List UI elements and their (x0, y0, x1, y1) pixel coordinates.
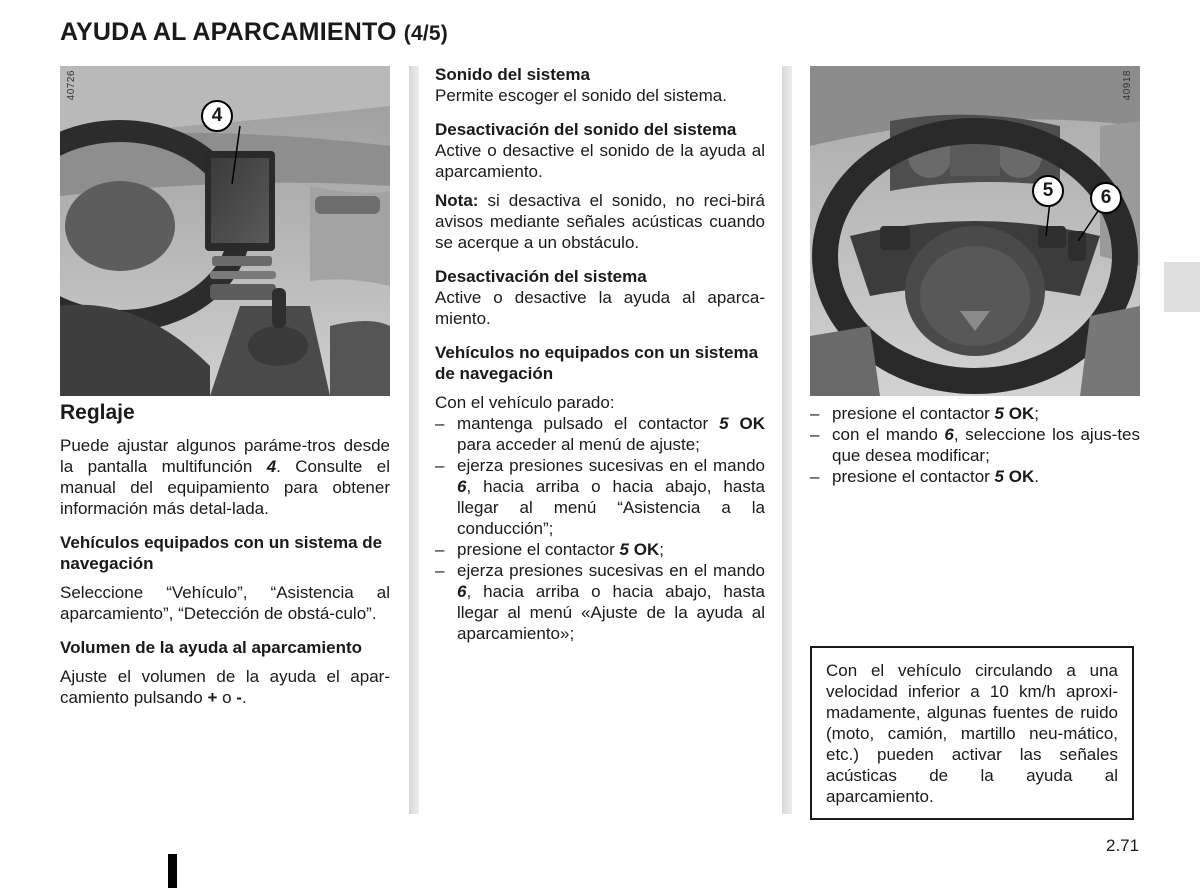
sound-heading: Sonido del sistema (435, 65, 590, 84)
chapter-tab (1164, 262, 1200, 312)
list-item-text (457, 413, 765, 455)
ref-6: 6 (457, 477, 467, 496)
nav-text: Seleccione “Vehículo”, “Asistencia al aparcamiento”, “Detección de obstá-culo”. (60, 583, 390, 623)
nav-heading: Vehículos equipados con un sistema de navegación (60, 533, 383, 573)
step-text: ejerza presiones sucesivas en el mando (457, 456, 765, 475)
page-title-part: (4/5) (403, 22, 448, 45)
deactivate-system-heading: Desactivación del sistema (435, 267, 647, 286)
nota-paragraph (435, 190, 765, 253)
list-item-text (457, 455, 765, 539)
plus-symbol: + (207, 688, 218, 707)
list-item-text (457, 560, 765, 644)
deactivate-sound-text: Active o desactive el sonido de la ayuda al aparcamiento. (435, 141, 765, 181)
list-item-text (457, 539, 765, 560)
steering-wheel-illustration (810, 66, 1140, 396)
list-item (810, 403, 1140, 424)
speed-note-text: Con el vehículo circulando a una velocidad inferior a 10 km/h aproxi-madamente, algunas fuentes de ruido (moto, camión, martillo neu-mático, etc.) pueden activar las señales acústicas de la ayuda al aparcamiento. (826, 661, 1118, 806)
reglaje-intro-text: Puede ajustar algunos paráme-tros desde la pantalla multifunción (60, 436, 390, 476)
volume-text (60, 666, 390, 708)
volume-heading: Volumen de la ayuda al aparcamiento (60, 638, 363, 657)
list-item-text (832, 403, 1140, 424)
step-text: con el mando (832, 425, 945, 444)
step-text-end: , seleccione los ajus-tes que desea modificar; (832, 425, 1140, 465)
dash-bullet: – (435, 561, 445, 580)
step-text: mantenga pulsado el contactor (457, 414, 720, 433)
list-item (435, 413, 765, 455)
volume-text-a: Ajuste el volumen de la ayuda el apar-camiento pulsando (60, 667, 390, 707)
dash-bullet: – (435, 456, 445, 475)
dash-bullet: – (435, 540, 445, 559)
list-item-text (832, 424, 1140, 466)
step-text-end: ; (659, 540, 664, 559)
step-text-end: , hacia arriba o hacia abajo, hasta llegar al menú «Ajuste de la ayuda al aparcamiento»; (457, 582, 765, 643)
column-3 (810, 403, 1140, 487)
list-item (810, 424, 1140, 466)
dash-bullet: – (435, 414, 445, 433)
column-divider-2 (782, 66, 792, 814)
step-text-end: . (1034, 467, 1039, 486)
steering-wheel-figure (810, 66, 1140, 396)
nota-text: si desactiva el sonido, no reci-birá avisos mediante señales acústicas cuando se acerque a un obstáculo. (435, 191, 765, 252)
no-nav-intro: Con el vehículo parado: (435, 393, 615, 412)
step-text: presione el contactor (832, 404, 995, 423)
minus-symbol: - (236, 688, 242, 707)
step-text: presione el contactor (457, 540, 620, 559)
step-text: presione el contactor (832, 467, 995, 486)
callout-5: 5 (1032, 175, 1064, 207)
reglaje-intro (60, 435, 390, 519)
page-title (60, 18, 448, 47)
list-item (435, 539, 765, 560)
page-title-main: AYUDA AL APARCAMIENTO (60, 18, 397, 46)
ref-6: 6 (457, 582, 467, 601)
page-number: 2.71 (1106, 836, 1140, 855)
ref-4: 4 (266, 457, 277, 476)
ok-label: OK (1004, 404, 1035, 423)
ref-5: 5 (994, 404, 1005, 423)
ok-label: OK (629, 540, 660, 559)
step-text-end: , hacia arriba o hacia abajo, hasta llegar al menú “Asistencia a la conducción”; (457, 477, 765, 538)
speed-note-box (810, 646, 1134, 820)
figure-code-left: 40726 (66, 70, 77, 101)
ok-label: OK (1004, 467, 1035, 486)
ref-6: 6 (944, 425, 954, 444)
ok-label: OK (728, 414, 765, 433)
dash-bullet: – (810, 404, 820, 423)
crop-marker (168, 854, 177, 888)
volume-text-b: o (217, 688, 237, 707)
list-item-text (832, 466, 1140, 487)
ref-5: 5 (719, 414, 729, 433)
column-2 (435, 64, 765, 644)
callout-4: 4 (201, 100, 233, 132)
step-text: ejerza presiones sucesivas en el mando (457, 561, 765, 580)
list-item (810, 466, 1140, 487)
step-text-end: ; (1034, 404, 1039, 423)
dash-bullet: – (810, 467, 820, 486)
no-nav-heading: Vehículos no equipados con un sistema de navegación (435, 343, 759, 383)
list-item (435, 455, 765, 539)
list-item (435, 560, 765, 644)
sound-text: Permite escoger el sonido del sistema. (435, 86, 727, 105)
deactivate-system-text: Active o desactive la ayuda al aparca-miento. (435, 288, 765, 328)
figure-code-right: 40918 (1122, 70, 1133, 101)
dash-bullet: – (810, 425, 820, 444)
column-1 (60, 402, 390, 708)
callout-6: 6 (1090, 182, 1122, 214)
section-heading-reglaje: Reglaje (60, 401, 135, 424)
nota-label: Nota: (435, 191, 479, 210)
ref-5: 5 (619, 540, 630, 559)
step-text-end: para acceder al menú de ajuste; (457, 435, 700, 454)
volume-text-c: . (241, 688, 247, 707)
ref-5: 5 (994, 467, 1005, 486)
deactivate-sound-heading: Desactivación del sonido del sistema (435, 120, 737, 139)
reglaje-intro-text-2: . Consulte el manual del equipamiento para obtener información más detal-lada. (60, 457, 390, 518)
column-divider-1 (409, 66, 419, 814)
